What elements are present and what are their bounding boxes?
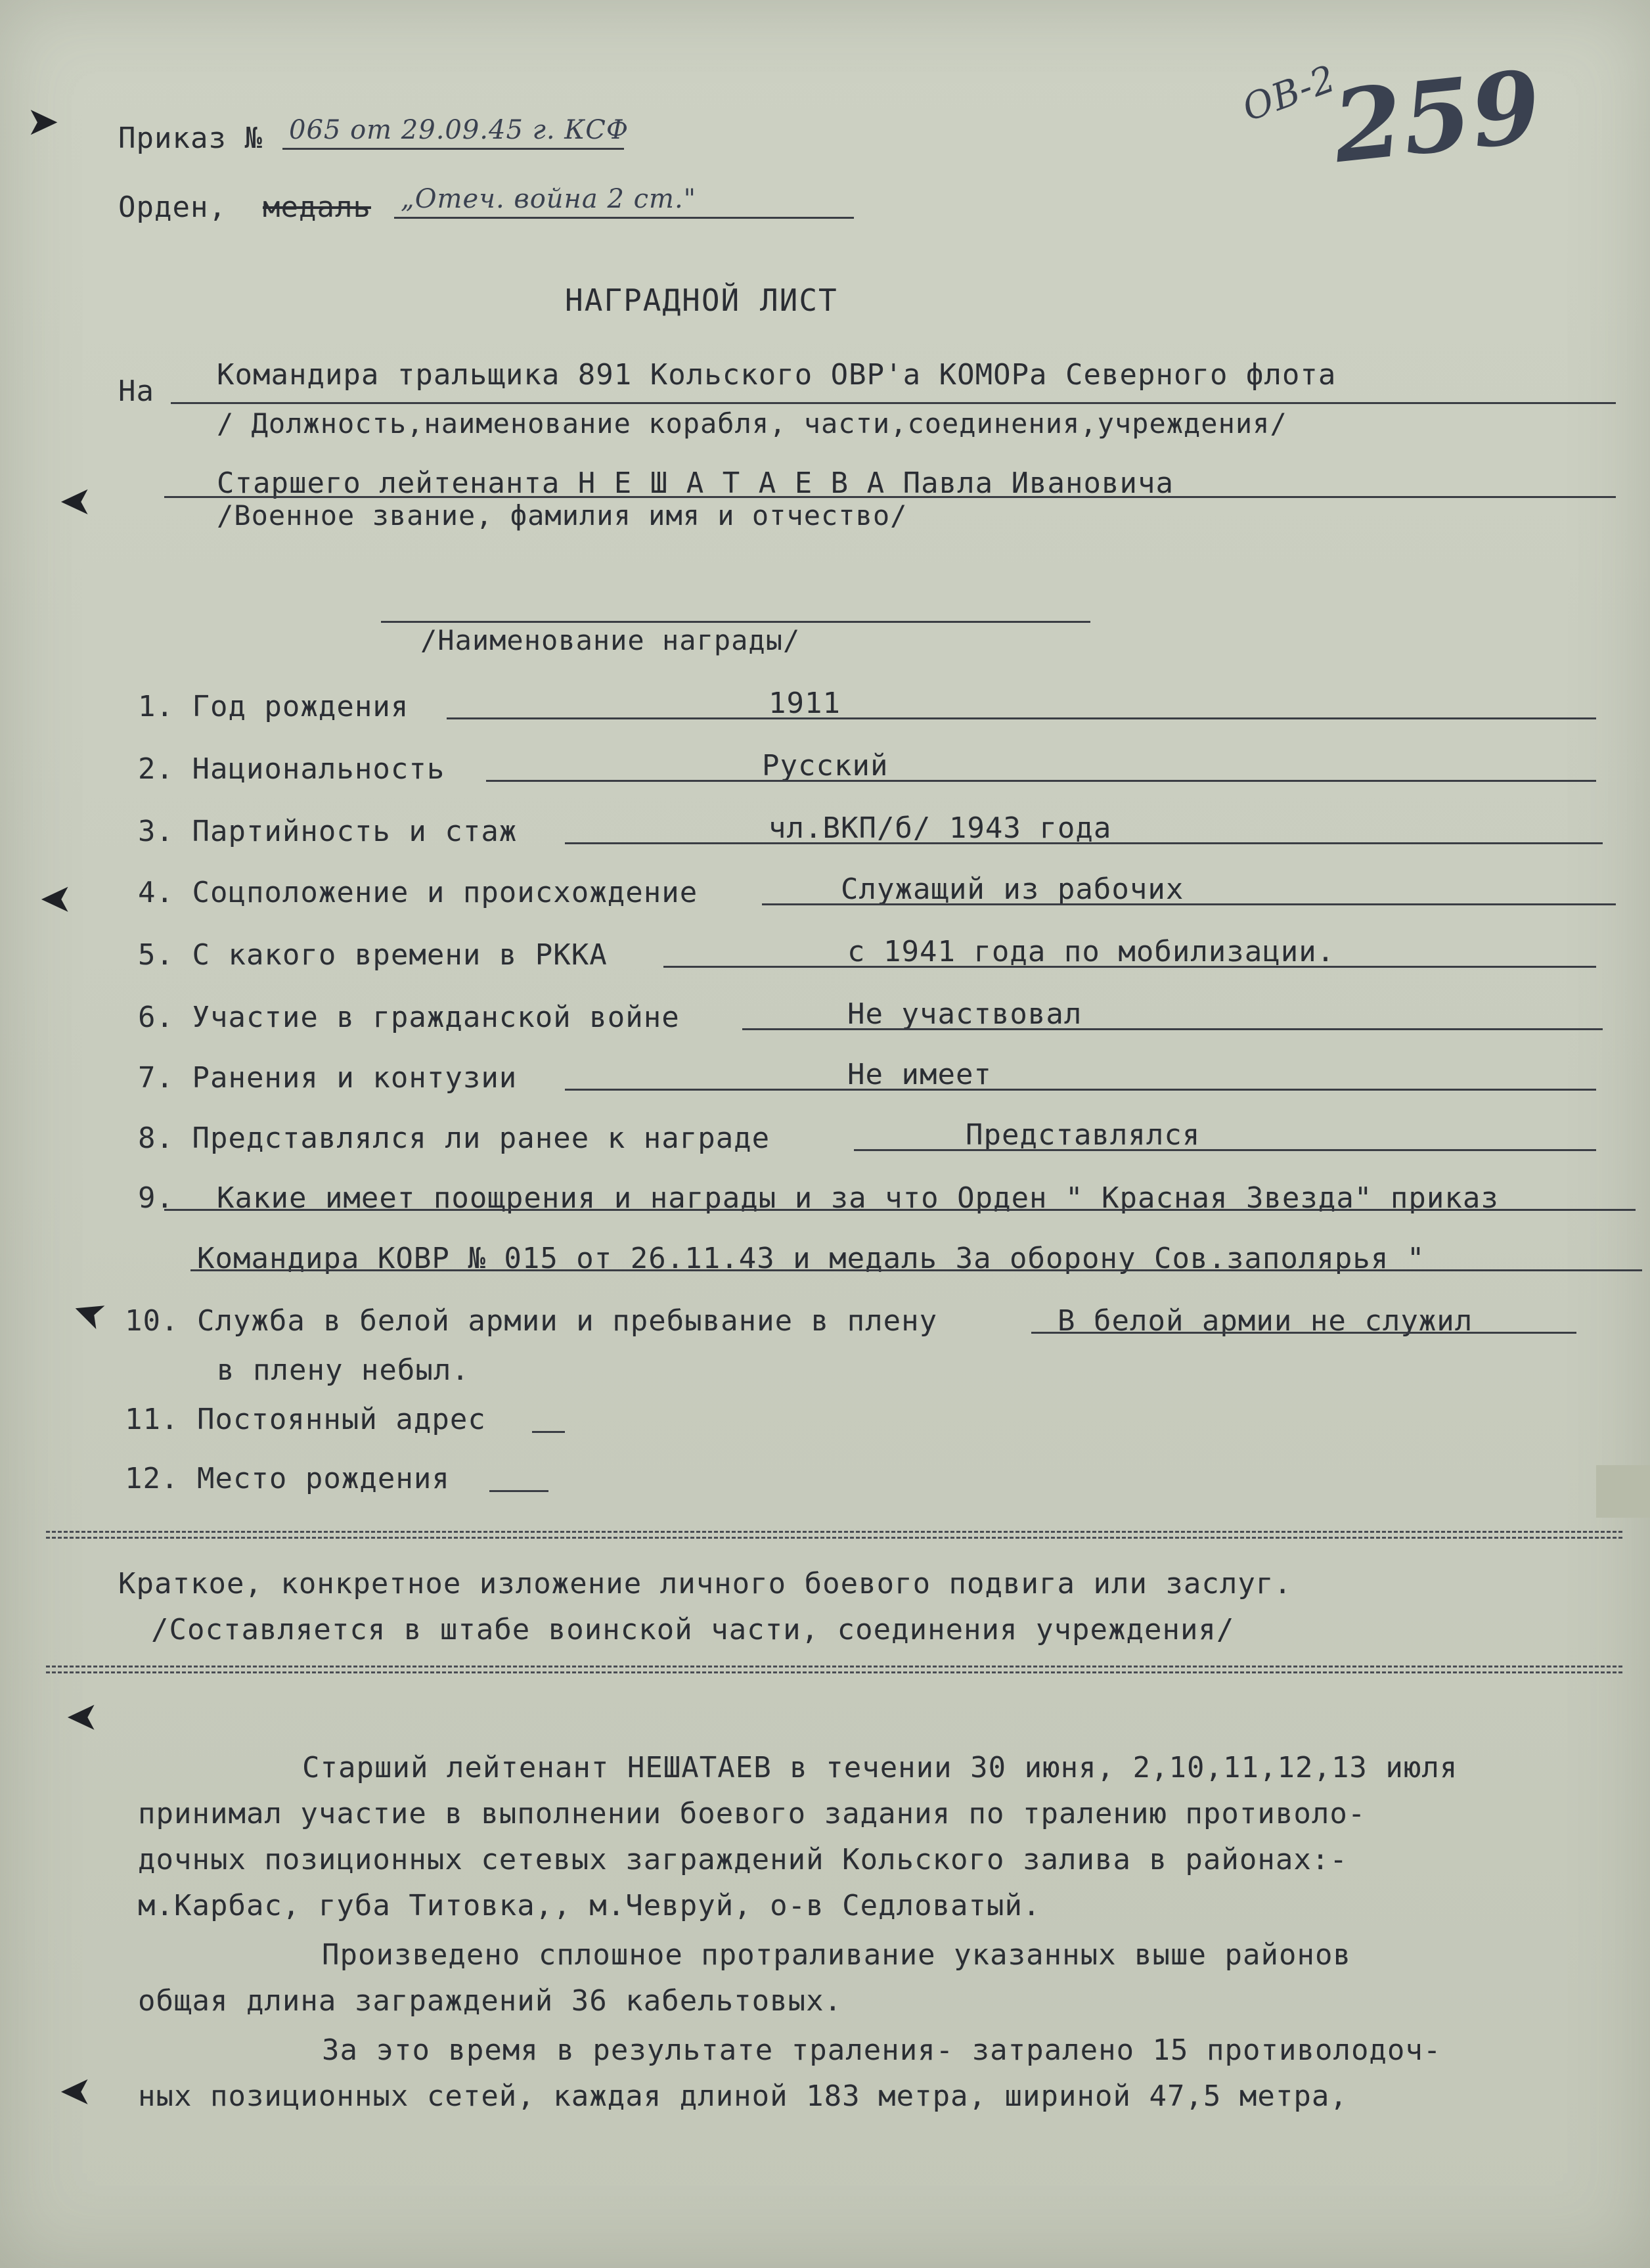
field-underline [565,1089,1596,1091]
award-struck: медаль [263,191,371,224]
order-handwritten: 065 от 29.09.45 г. КСФ [289,115,629,145]
page-number: 259 [1327,48,1547,186]
field-label: 2. Национальность [138,752,445,786]
field-label: 10. Служба в белой армии и пребывание в плену [125,1304,938,1338]
narrative-line: ных позиционных сетей, каждая длиной 183 метра, шириной 47,5 метра, [138,2079,1348,2113]
summary-heading: Краткое, конкретное изложение личного боевого подвига или заслуг. [118,1567,1292,1600]
name-underline [164,496,1616,498]
field-label: 11. Постоянный адрес [125,1403,486,1436]
field-value: Командира КОВР № 015 от 26.11.43 и медаль За оборону Сов.заполярья " [197,1242,1425,1275]
summary-subheading: /Составляется в штабе воинской части, соединения учреждения/ [151,1613,1235,1646]
margin-arrow-icon: ➤ [65,1286,112,1342]
field-value: Какие имеет поощрения и награды и за что Орден " Красная Звезда" приказ [217,1181,1499,1215]
field-label: 6. Участие в гражданской войне [138,1001,680,1034]
field-value: Не участвовал [847,997,1082,1031]
margin-arrow-icon: ➤ [59,2070,93,2116]
field-value: с 1941 года по мобилизации. [847,935,1335,968]
field-label: 3. Партийность и стаж [138,815,518,848]
name-caption: /Военное звание, фамилия имя и отчество/ [217,499,908,532]
award-underline [394,217,854,219]
field-underline [1031,1332,1576,1334]
margin-arrow-icon: ➤ [59,480,93,526]
field-underline [190,1269,1642,1271]
field-underline [489,1490,548,1492]
field-underline [742,1028,1603,1030]
field-value: Представлялся [966,1118,1201,1152]
narrative-line: Старший лейтенант НЕШАТАЕВ в течении 30 июня, 2,10,11,12,13 июля [302,1751,1458,1784]
narrative-line: общая длина заграждений 36 кабельтовых. [138,1984,843,2018]
margin-arrow-icon: ➤ [66,1695,99,1741]
field-label: 9. [138,1181,174,1215]
award-handwritten: „Отеч. война 2 ст." [401,184,697,214]
order-underline [282,148,624,150]
field-underline [164,1209,1636,1211]
field-label: 7. Ранения и контузии [138,1061,518,1095]
field-value: 1911 [769,687,841,720]
recipient-position: Командира тральщика 891 Кольского ОВР'а КОМОРа Северного флота [217,358,1337,392]
award-name-underline [381,621,1090,623]
recipient-prefix: На [118,374,154,408]
narrative-line: дочных позиционных сетевых заграждений Кольского залива в районах:- [138,1843,1348,1876]
tape-patch [1596,1465,1650,1518]
position-underline [171,402,1616,404]
field-value: В белой армии не служил [1058,1304,1473,1338]
margin-arrow-icon: ➤ [39,877,73,923]
field-underline [565,842,1603,844]
page-title: НАГРАДНОЙ ЛИСТ [565,283,838,318]
position-caption: / Должность,наименование корабля, части,соединения,учреждения/ [217,407,1287,440]
field-value: в плену небыл. [217,1353,470,1387]
narrative-line: принимал участие в выполнении боевого задания по тралению противоло- [138,1797,1366,1830]
field-value: Русский [762,749,889,782]
narrative-line: Произведено сплошное протраливание указанных выше районов [322,1938,1351,1972]
separator-double [46,1666,1622,1673]
field-underline [486,780,1596,782]
separator-double [46,1531,1622,1539]
field-underline [447,717,1596,719]
award-prefix: Орден, [118,191,227,224]
field-value: чл.ВКП/б/ 1943 года [769,811,1112,845]
field-underline [762,903,1616,905]
field-value: Служащий из рабочих [841,873,1184,906]
field-label: 12. Место рождения [125,1462,450,1495]
field-underline [663,966,1596,968]
award-caption: /Наименование награды/ [420,624,801,656]
recipient-name: Старшего лейтенанта Н Е Ш А Т А Е В А Павла Ивановича [217,466,1174,500]
field-label: 1. Год рождения [138,690,409,723]
field-underline [854,1149,1596,1151]
narrative-line: За это время в результате траления- затралено 15 противолодоч- [322,2033,1442,2067]
field-underline [532,1431,565,1433]
field-label: 8. Представлялся ли ранее к награде [138,1122,770,1155]
field-label: 4. Соцположение и происхождение [138,876,698,909]
archive-mark: ОВ-2 [1237,57,1342,130]
order-prefix: Приказ № [118,122,263,155]
margin-arrow-icon: ➤ [26,99,60,145]
narrative-line: м.Карбас, губа Титовка,, м.Чевруй, о-в Седловатый. [138,1889,1041,1922]
field-value: Не имеет [847,1058,992,1091]
page-number-stamp [1235,46,1547,217]
field-label: 5. С какого времени в РККА [138,938,608,972]
